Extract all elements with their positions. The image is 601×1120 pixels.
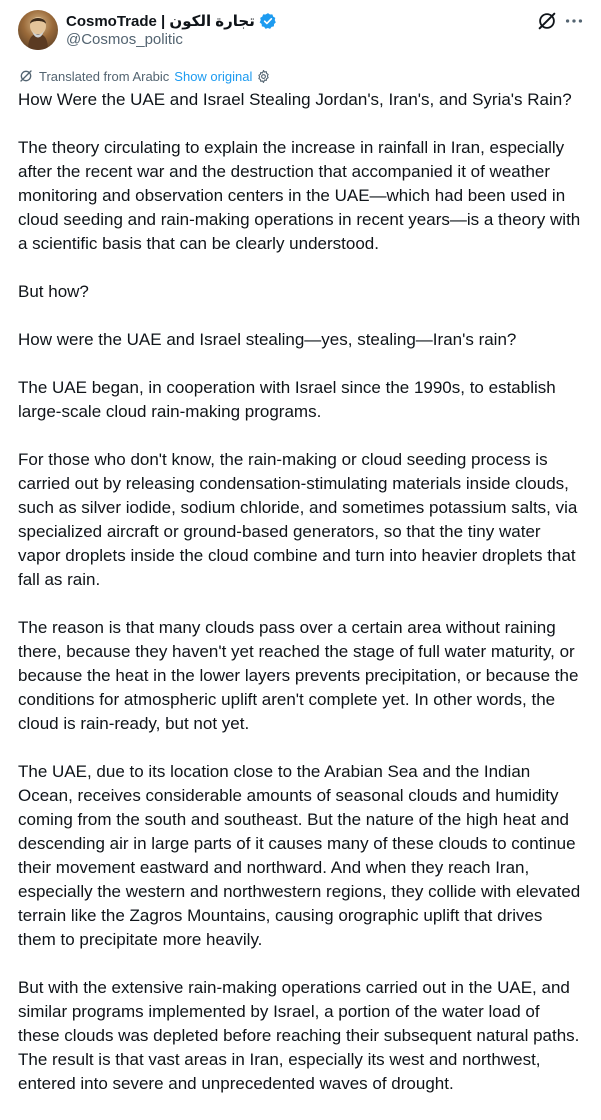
tweet-paragraph: But how? — [18, 282, 89, 301]
show-original-link[interactable]: Show original — [174, 68, 253, 84]
author-name-line[interactable] — [66, 11, 277, 31]
tweet-paragraph: How were the UAE and Israel stealing—yes, stealing—Iran's rain? — [18, 330, 517, 349]
tweet-paragraph: But with the extensive rain-making operations carried out in the UAE, and similar programs implemented by Israel, a portion of the water load of these clouds was depleted before reaching their subsequent natural paths. The result is that vast areas in Iran, especially its west and northwest, entered into severe and unprecedented waves of drought. — [18, 978, 580, 1093]
tweet-paragraph: For those who don't know, the rain-making or cloud seeding process is carried out by releasing condensation-stimulating materials inside clouds, such as silver iodide, sodium chloride, and sometimes potassium salts, via specialized aircraft or ground-based generators, so that the tiny water vapor droplets inside the cloud combine and turn into heavier droplets that fall as rain. — [18, 450, 578, 589]
verified-badge-icon — [259, 12, 277, 30]
tweet-text — [18, 88, 584, 1120]
author-handle[interactable]: @Cosmos_politic — [66, 31, 183, 48]
more-options-button[interactable] — [563, 10, 585, 32]
grok-slash-icon — [536, 10, 558, 32]
tweet-paragraph: The UAE, due to its location close to the Arabian Sea and the Indian Ocean, receives considerable amounts of seasonal clouds and humidity coming from the south and southeast. But the nature of the high heat and descending air in large parts of it causes many of these clouds to continue their movement eastward and northward. And when they reach Iran, especially the western and northwestern regions, they collide with elevated terrain like the Zagros Mountains, causing orographic uplift that drives them to precipitate more heavily. — [18, 762, 581, 949]
avatar[interactable] — [18, 10, 58, 50]
translated-from-label: Translated from Arabic — [39, 68, 170, 84]
tweet-paragraph: The UAE began, in cooperation with Israel since the 1990s, to establish large-scale cloud rain-making programs. — [18, 378, 556, 421]
tweet-paragraph: How Were the UAE and Israel Stealing Jordan's, Iran's, and Syria's Rain? — [18, 90, 572, 109]
author-display-name[interactable]: CosmoTrade | تجارة الكون — [66, 13, 255, 30]
grok-button[interactable] — [536, 10, 558, 32]
tweet-paragraph: The reason is that many clouds pass over a certain area without raining there, because they haven't yet reached the stage of full water maturity, or because the heat in the lower layers prevents precipitation, or because the conditions for atmospheric uplift aren't complete yet. In other words, the cloud is rain-ready, but not yet. — [18, 618, 579, 733]
avatar-portrait-icon — [18, 10, 58, 50]
gear-icon[interactable] — [256, 69, 271, 84]
more-dots-icon — [563, 10, 585, 32]
translation-notice — [18, 67, 271, 85]
tweet-paragraph: The theory circulating to explain the increase in rainfall in Iran, especially after the recent war and the destruction that accompanied it of weather monitoring and observation centers in the UAE—which had been used in cloud seeding and rain-making operations in recent years—is a theory with a scientific basis that can be clearly understood. — [18, 138, 581, 253]
tweet-header — [0, 0, 601, 60]
translate-slash-icon — [18, 68, 34, 84]
